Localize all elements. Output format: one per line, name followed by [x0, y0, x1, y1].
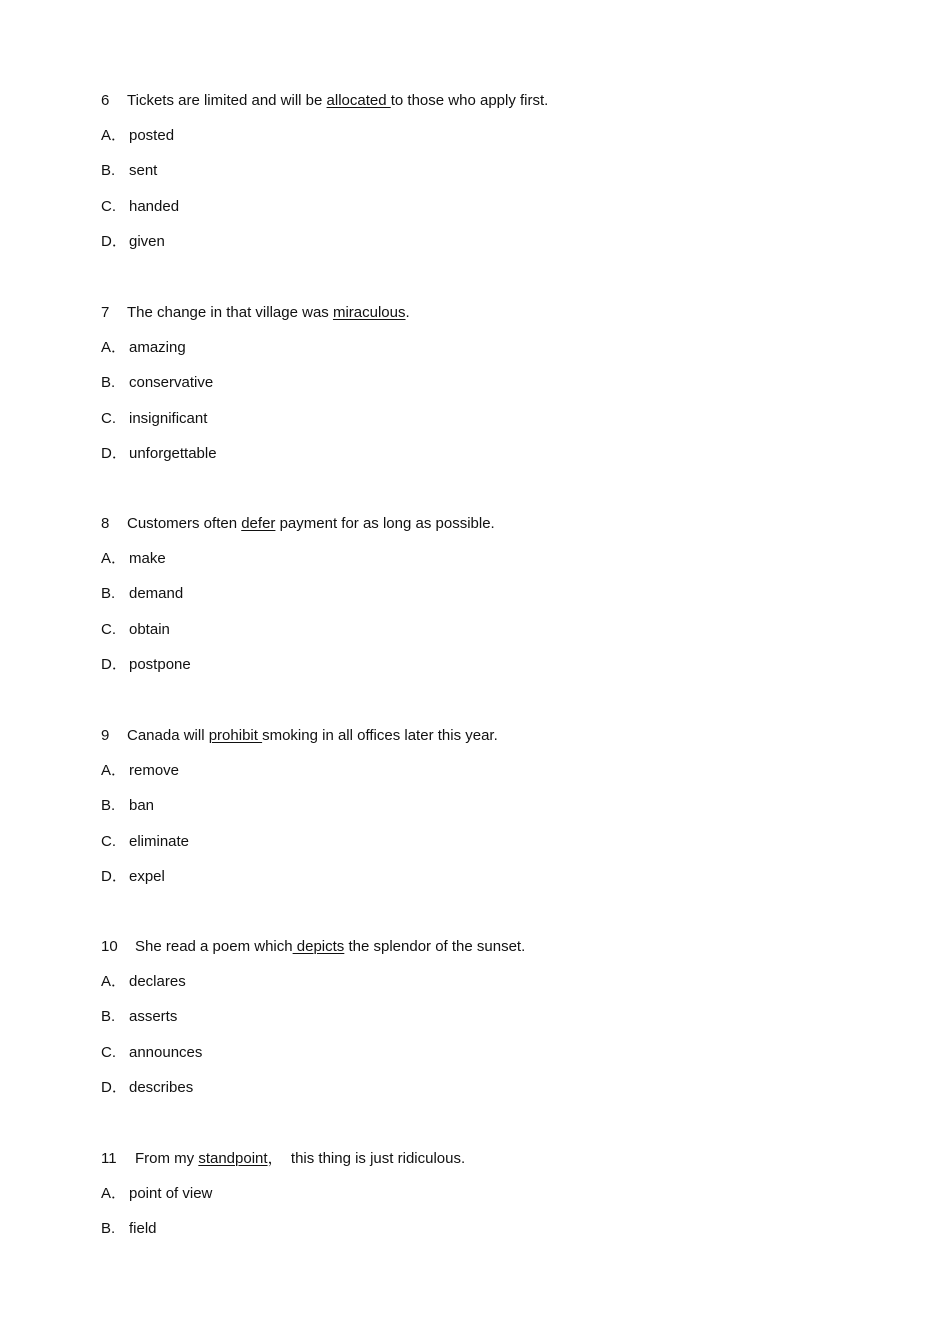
option-letter: C. [101, 620, 116, 638]
question-stem [101, 513, 861, 548]
option-d [101, 866, 861, 901]
option-c [101, 831, 861, 866]
option-b [101, 795, 861, 830]
stem-text-before: Tickets are limited and will be [127, 92, 327, 109]
option-text: asserts [129, 1008, 178, 1026]
option-b [101, 1006, 861, 1041]
option-text: remove [129, 762, 180, 780]
stem-text-after: payment for as long as possible. [275, 515, 495, 532]
option-letter: D． [101, 655, 127, 673]
option-d [101, 654, 861, 689]
question-10 [101, 936, 861, 1112]
option-letter: D． [101, 444, 127, 462]
option-d [101, 1077, 861, 1112]
option-text: point of view [129, 1185, 213, 1203]
question-8 [101, 513, 861, 689]
option-text: given [129, 232, 165, 250]
option-a [101, 760, 861, 795]
option-b [101, 372, 861, 407]
option-text: sent [129, 162, 158, 180]
option-b [101, 583, 861, 618]
option-text: field [129, 1220, 157, 1238]
option-letter: C. [101, 832, 116, 850]
option-letter: C. [101, 1043, 116, 1061]
underlined-word: defer [241, 515, 276, 532]
stem-text-before: The change in that village was [127, 304, 333, 321]
question-stem [101, 725, 861, 760]
option-letter: B. [101, 374, 116, 392]
question-number: 11 [101, 1150, 117, 1167]
option-a [101, 548, 861, 583]
option-text: conservative [129, 374, 214, 392]
question-number: 7 [101, 304, 110, 321]
option-c [101, 196, 861, 231]
option-d [101, 443, 861, 478]
option-text: announces [129, 1043, 203, 1061]
option-text: posted [129, 127, 175, 145]
question-11 [101, 1148, 861, 1254]
option-letter: A． [101, 127, 127, 145]
option-letter: A． [101, 1185, 127, 1203]
option-letter: B. [101, 1008, 116, 1026]
option-c [101, 408, 861, 443]
stem-text-after: the splendor of the sunset. [344, 938, 526, 955]
underlined-word: allocated [326, 92, 391, 109]
question-9 [101, 725, 861, 901]
stem-text-before: She read a poem which [135, 938, 293, 955]
option-c [101, 619, 861, 654]
option-text: declares [129, 973, 186, 991]
option-letter: B. [101, 162, 116, 180]
option-a [101, 971, 861, 1006]
underlined-word: depicts [292, 938, 345, 955]
question-7 [101, 302, 861, 478]
option-letter: D． [101, 867, 127, 885]
option-text: unforgettable [129, 444, 217, 462]
option-letter: D． [101, 232, 127, 250]
option-letter: C. [101, 409, 116, 427]
option-text: describes [129, 1078, 194, 1096]
question-6 [101, 90, 861, 266]
stem-text-after: to those who apply first. [390, 92, 549, 109]
stem-text-before: Canada will [127, 727, 209, 744]
stem-text-before: From my [135, 1150, 199, 1167]
stem-text-after: . [405, 304, 410, 321]
question-number: 10 [101, 938, 118, 955]
option-letter: B. [101, 797, 116, 815]
option-text: eliminate [129, 832, 190, 850]
option-text: expel [129, 867, 165, 885]
question-number: 9 [101, 727, 110, 744]
option-text: amazing [129, 339, 186, 357]
option-text: handed [129, 197, 180, 215]
option-letter: A． [101, 550, 127, 568]
option-a [101, 337, 861, 372]
option-letter: A． [101, 339, 127, 357]
option-letter: C. [101, 197, 116, 215]
underlined-word: prohibit [208, 727, 263, 744]
question-stem [101, 90, 861, 125]
option-letter: D． [101, 1078, 127, 1096]
stem-text-before: Customers often [127, 515, 242, 532]
option-text: insignificant [129, 409, 208, 427]
option-letter: A． [101, 973, 127, 991]
option-letter: A． [101, 762, 127, 780]
underlined-word: miraculous [332, 304, 406, 321]
stem-text-after: smoking in all offices later this year. [262, 727, 498, 744]
option-d [101, 231, 861, 266]
underlined-word: standpoint [198, 1150, 268, 1167]
option-text: ban [129, 797, 155, 815]
question-number: 8 [101, 515, 110, 532]
question-stem [101, 302, 861, 337]
option-a [101, 125, 861, 160]
option-b [101, 160, 861, 195]
option-a [101, 1183, 861, 1218]
question-number: 6 [101, 92, 110, 109]
option-letter: B. [101, 1220, 116, 1238]
option-b [101, 1218, 861, 1253]
option-text: obtain [129, 620, 170, 638]
option-c [101, 1042, 861, 1077]
option-text: postpone [129, 655, 191, 673]
question-stem [101, 936, 861, 971]
question-stem [101, 1148, 861, 1183]
stem-text-after: ， this thing is just ridiculous. [267, 1150, 466, 1167]
option-text: demand [129, 585, 184, 603]
option-letter: B. [101, 585, 116, 603]
option-text: make [129, 550, 166, 568]
